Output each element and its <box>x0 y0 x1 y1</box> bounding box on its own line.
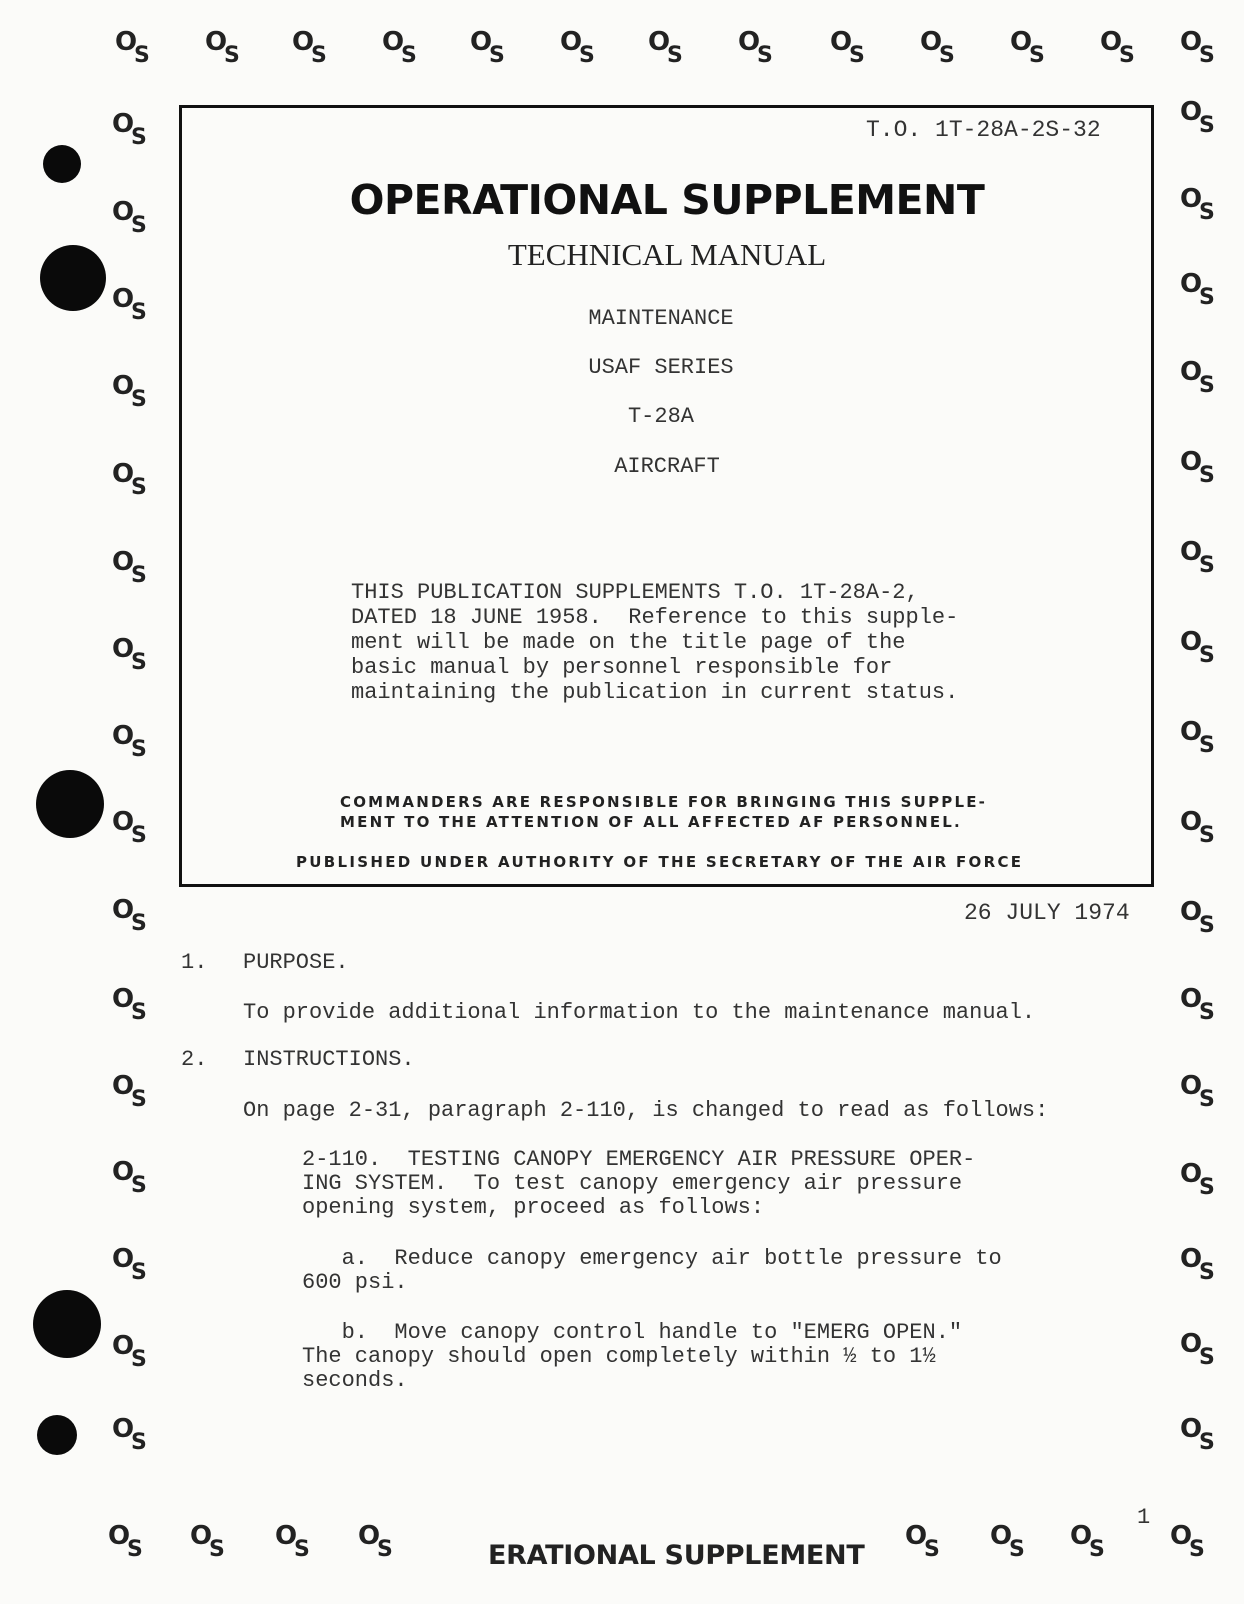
security-mark-o: O <box>358 1521 381 1551</box>
security-mark-s: S <box>224 43 240 68</box>
paragraph-line: opening system, proceed as follows: <box>302 1195 765 1220</box>
document-title: OPERATIONAL SUPPLEMENT <box>349 176 985 224</box>
security-mark-o: O <box>648 27 671 57</box>
security-mark-o: O <box>1180 1159 1203 1189</box>
security-mark <box>358 1522 398 1562</box>
paragraph-line: 2-110. TESTING CANOPY EMERGENCY AIR PRESSURE OPER- <box>302 1147 976 1172</box>
paragraph-2-110 <box>302 1148 975 1220</box>
line-aircraft: AIRCRAFT <box>614 454 720 479</box>
security-mark-o: O <box>1180 27 1203 57</box>
step-line: a. Reduce canopy emergency air bottle pressure to <box>302 1246 1002 1271</box>
line-maintenance: MAINTENANCE <box>588 306 734 331</box>
step-a <box>302 1247 1002 1295</box>
security-mark-o: O <box>470 27 493 57</box>
security-mark-s: S <box>377 1537 393 1562</box>
security-mark-s: S <box>1199 373 1215 398</box>
security-mark-o: O <box>112 1414 135 1444</box>
security-mark-s: S <box>1199 643 1215 668</box>
security-mark-s: S <box>1119 43 1135 68</box>
publication-date: 26 JULY 1974 <box>964 900 1130 926</box>
security-mark <box>112 635 152 675</box>
security-mark <box>1180 1072 1220 1112</box>
security-mark-o: O <box>1070 1521 1093 1551</box>
security-mark-s: S <box>1199 463 1215 488</box>
commanders-note <box>340 792 987 832</box>
step-line: The canopy should open completely within ½ to 1½ <box>302 1344 936 1369</box>
security-mark-o: O <box>112 1157 135 1187</box>
security-mark-s: S <box>1199 553 1215 578</box>
security-mark <box>905 1522 945 1562</box>
security-mark-s: S <box>131 1260 147 1285</box>
security-mark <box>1180 28 1220 68</box>
security-mark-o: O <box>1180 357 1203 387</box>
security-mark-s: S <box>1199 1175 1215 1200</box>
security-mark-o: O <box>112 1244 135 1274</box>
security-mark <box>1180 985 1220 1025</box>
security-mark-s: S <box>1089 1537 1105 1562</box>
security-mark <box>382 28 422 68</box>
security-mark-s: S <box>311 43 327 68</box>
security-mark-o: O <box>112 807 135 837</box>
security-mark <box>470 28 510 68</box>
security-mark-o: O <box>382 27 405 57</box>
security-mark <box>1180 628 1220 668</box>
security-mark <box>560 28 600 68</box>
security-mark-s: S <box>1199 913 1215 938</box>
security-mark-s: S <box>1199 1345 1215 1370</box>
security-mark-s: S <box>1029 43 1045 68</box>
security-mark <box>112 548 152 588</box>
security-mark <box>1010 28 1050 68</box>
security-mark-s: S <box>1199 113 1215 138</box>
security-mark-o: O <box>1180 184 1203 214</box>
security-mark-s: S <box>1199 200 1215 225</box>
security-mark-o: O <box>112 109 135 139</box>
section-number: 2. <box>181 1047 208 1072</box>
security-mark-o: O <box>112 1331 135 1361</box>
note-line: basic manual by personnel responsible for <box>351 655 893 680</box>
security-mark-o: O <box>205 27 228 57</box>
security-mark <box>1070 1522 1110 1562</box>
security-mark-s: S <box>667 43 683 68</box>
security-mark-o: O <box>560 27 583 57</box>
security-mark <box>112 1245 152 1285</box>
security-mark-s: S <box>1199 1260 1215 1285</box>
security-mark-o: O <box>108 1521 131 1551</box>
security-mark <box>1180 98 1220 138</box>
security-mark <box>190 1522 230 1562</box>
security-mark-s: S <box>131 387 147 412</box>
security-mark-s: S <box>294 1537 310 1562</box>
security-mark-o: O <box>1180 1244 1203 1274</box>
punch-hole <box>36 770 104 838</box>
section-heading: PURPOSE. <box>243 950 349 975</box>
security-mark <box>738 28 778 68</box>
security-mark <box>1180 718 1220 758</box>
security-mark-s: S <box>131 125 147 150</box>
page-number: 1 <box>1137 1505 1151 1530</box>
security-mark-o: O <box>112 459 135 489</box>
security-mark-s: S <box>401 43 417 68</box>
security-mark <box>292 28 332 68</box>
security-mark <box>830 28 870 68</box>
paragraph-line: ING SYSTEM. To test canopy emergency air pressure <box>302 1171 963 1196</box>
security-mark-o: O <box>1180 1329 1203 1359</box>
security-mark-s: S <box>579 43 595 68</box>
security-mark-o: O <box>112 721 135 751</box>
line-model: T-28A <box>627 404 694 429</box>
section-heading: INSTRUCTIONS. <box>243 1047 415 1072</box>
note-line: THIS PUBLICATION SUPPLEMENTS T.O. 1T-28A-2, <box>351 580 919 605</box>
security-mark-o: O <box>905 1521 928 1551</box>
step-b <box>302 1321 962 1393</box>
commanders-line: MENT TO THE ATTENTION OF ALL AFFECTED AF PERSONNEL. <box>340 813 962 831</box>
security-mark-s: S <box>1199 1087 1215 1112</box>
security-mark <box>112 808 152 848</box>
security-mark-o: O <box>1100 27 1123 57</box>
security-mark-o: O <box>112 547 135 577</box>
security-mark <box>112 110 152 150</box>
security-mark-s: S <box>131 213 147 238</box>
security-mark-o: O <box>112 197 135 227</box>
security-mark-s: S <box>939 43 955 68</box>
security-mark <box>1180 898 1220 938</box>
footer-label: ERATIONAL SUPPLEMENT <box>488 1540 865 1571</box>
section-body: On page 2-31, paragraph 2-110, is changed to read as follows: <box>243 1098 1049 1123</box>
note-line: DATED 18 JUNE 1958. Reference to this supple- <box>351 605 959 630</box>
security-mark-s: S <box>924 1537 940 1562</box>
security-mark-o: O <box>920 27 943 57</box>
security-mark-o: O <box>1180 627 1203 657</box>
security-mark <box>112 896 152 936</box>
security-mark-o: O <box>830 27 853 57</box>
security-mark-o: O <box>1180 269 1203 299</box>
security-mark-o: O <box>112 1071 135 1101</box>
security-mark-s: S <box>849 43 865 68</box>
document-subtitle: TECHNICAL MANUAL <box>507 237 827 272</box>
security-mark-s: S <box>131 1000 147 1025</box>
security-mark-o: O <box>190 1521 213 1551</box>
security-mark-s: S <box>1199 43 1215 68</box>
punch-hole <box>33 1290 101 1358</box>
security-mark <box>112 1158 152 1198</box>
punch-hole <box>37 1415 77 1455</box>
supplement-note <box>351 580 958 705</box>
security-mark-o: O <box>1180 97 1203 127</box>
security-mark <box>112 985 152 1025</box>
security-mark-s: S <box>1199 285 1215 310</box>
security-mark-s: S <box>1199 1430 1215 1455</box>
security-mark <box>1170 1522 1210 1562</box>
section-number: 1. <box>181 950 208 975</box>
security-mark-o: O <box>292 27 315 57</box>
security-mark <box>1180 270 1220 310</box>
security-mark <box>920 28 960 68</box>
security-mark-s: S <box>757 43 773 68</box>
security-mark <box>115 28 155 68</box>
security-mark-s: S <box>131 1173 147 1198</box>
security-mark-s: S <box>1189 1537 1205 1562</box>
section-body: To provide additional information to the maintenance manual. <box>243 1000 1036 1025</box>
security-mark <box>1180 538 1220 578</box>
security-mark-s: S <box>1199 1000 1215 1025</box>
security-mark-o: O <box>1180 1071 1203 1101</box>
step-line: seconds. <box>302 1368 408 1393</box>
security-mark-o: O <box>1180 897 1203 927</box>
security-mark <box>112 1332 152 1372</box>
security-mark-s: S <box>127 1537 143 1562</box>
security-mark <box>990 1522 1030 1562</box>
security-mark-o: O <box>1180 1414 1203 1444</box>
security-mark-o: O <box>112 284 135 314</box>
commanders-line: COMMANDERS ARE RESPONSIBLE FOR BRINGING THIS SUPPLE- <box>340 793 988 811</box>
security-mark-o: O <box>112 984 135 1014</box>
security-mark-o: O <box>112 634 135 664</box>
security-mark-s: S <box>1009 1537 1025 1562</box>
security-mark-o: O <box>1180 537 1203 567</box>
security-mark-o: O <box>1180 807 1203 837</box>
security-mark-s: S <box>131 911 147 936</box>
security-mark-s: S <box>131 475 147 500</box>
security-mark-o: O <box>275 1521 298 1551</box>
note-line: ment will be made on the title page of the <box>351 630 906 655</box>
security-mark-o: O <box>112 895 135 925</box>
step-line: b. Move canopy control handle to "EMERG OPEN." <box>302 1320 963 1345</box>
security-mark <box>1100 28 1140 68</box>
security-mark <box>112 1072 152 1112</box>
security-mark-s: S <box>131 737 147 762</box>
security-mark <box>112 722 152 762</box>
security-mark <box>1180 1330 1220 1370</box>
authority-line: PUBLISHED UNDER AUTHORITY OF THE SECRETARY OF THE AIR FORCE <box>296 853 1024 871</box>
security-mark-o: O <box>1180 984 1203 1014</box>
security-mark <box>1180 1415 1220 1455</box>
security-mark <box>648 28 688 68</box>
line-usaf-series: USAF SERIES <box>588 355 734 380</box>
security-mark-o: O <box>1180 717 1203 747</box>
step-line: 600 psi. <box>302 1270 408 1295</box>
security-mark-o: O <box>738 27 761 57</box>
security-mark-s: S <box>1199 733 1215 758</box>
security-mark-s: S <box>131 1347 147 1372</box>
security-mark <box>1180 808 1220 848</box>
note-line: maintaining the publication in current status. <box>351 680 959 705</box>
security-mark-s: S <box>131 563 147 588</box>
security-mark <box>1180 1160 1220 1200</box>
security-mark-s: S <box>134 43 150 68</box>
security-mark-s: S <box>131 300 147 325</box>
security-mark-s: S <box>209 1537 225 1562</box>
security-mark-o: O <box>115 27 138 57</box>
security-mark-s: S <box>489 43 505 68</box>
security-mark <box>108 1522 148 1562</box>
security-mark-o: O <box>1010 27 1033 57</box>
to-number: T.O. 1T-28A-2S-32 <box>866 117 1101 143</box>
security-mark-s: S <box>131 1430 147 1455</box>
security-mark <box>112 1415 152 1455</box>
security-mark-o: O <box>112 371 135 401</box>
security-mark <box>205 28 245 68</box>
security-mark-s: S <box>1199 823 1215 848</box>
security-mark-o: O <box>1170 1521 1193 1551</box>
security-mark-s: S <box>131 650 147 675</box>
security-mark <box>1180 1245 1220 1285</box>
security-mark-o: O <box>990 1521 1013 1551</box>
security-mark-o: O <box>1180 447 1203 477</box>
security-mark-s: S <box>131 823 147 848</box>
security-mark <box>275 1522 315 1562</box>
security-mark-s: S <box>131 1087 147 1112</box>
